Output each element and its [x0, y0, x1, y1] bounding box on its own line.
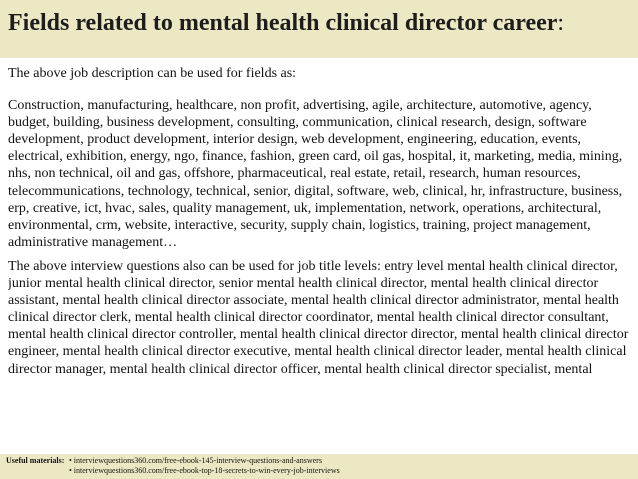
- intro-paragraph: The above job description can be used for fields as:: [8, 66, 297, 81]
- title-bar: [0, 0, 638, 60]
- slide-title: [8, 8, 564, 38]
- footer-link-ebook-top-18[interactable]: • interviewquestions360.com/free-ebook-top-18-secrets-to-win-every-job-interviews: [69, 466, 340, 475]
- footer-row-2: [6, 466, 340, 476]
- footer-label: Useful materials:: [6, 456, 65, 465]
- job-levels-paragraph: The above interview questions also can be used for job title levels: entry level mental health clinical director, junior mental health clinical director, senior mental health clinical director, mental health clinical director assistant, mental health clinical director associate, mental health clinical director administrator, mental health clinical director clerk, mental health clinical director coordinator, mental health clinical director consultant, mental health clinical director controller, mental health clinical director director, mental health clinical director engineer, mental health clinical director executive, mental health clinical director leader, mental health clinical director manager, mental health clinical director officer, mental health clinical director specialist, mental: [8, 258, 629, 377]
- footer-link-ebook-145[interactable]: • interviewquestions360.com/free-ebook-145-interview-questions-and-answers: [69, 456, 322, 465]
- slide-title-text: Fields related to mental health clinical director career: [8, 10, 558, 36]
- slide-body: [8, 62, 632, 454]
- fields-paragraph: Construction, manufacturing, healthcare, non profit, advertising, agile, architecture, automotive, agency, budget, building, business development, consulting, communication, clinical research, design, software development, product development, interior design, web development, engineering, education, events, electrical, exhibition, energy, ngo, finance, fashion, green card, oil gas, hospital, it, marketing, media, mining, nhs, non technical, oil and gas, offshore, pharmaceutical, real estate, retail, research, human resources, telecommunications, technology, technical, senior, digital, software, web, clinical, hr, infrastructure, business, erp, creative, ict, hvac, sales, quality management, uk, implementation, network, operations, architectural, environmental, crm, website, interactive, security, supply chain, logistics, training, project management, administrative management…: [8, 98, 623, 250]
- footer: [0, 454, 638, 479]
- slide-title-colon: :: [557, 10, 565, 36]
- footer-row-1: [6, 456, 322, 466]
